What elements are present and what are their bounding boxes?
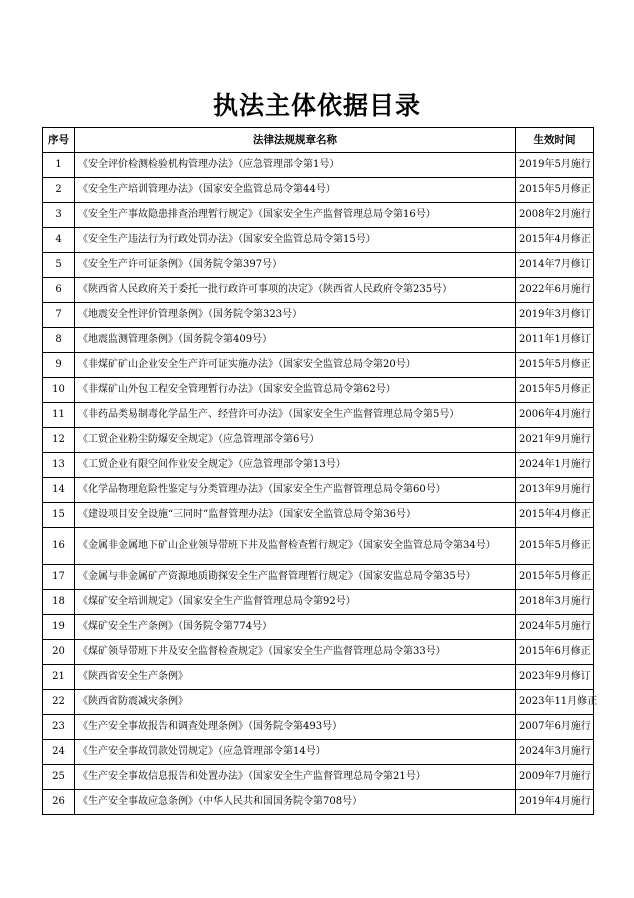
table-row <box>43 378 594 403</box>
row-number: 24 <box>43 740 75 765</box>
row-effective-date: 2015年5月修正 <box>516 565 594 590</box>
document-title: 执法主体依据目录 <box>212 91 421 120</box>
row-effective-date: 2023年9月修订 <box>516 665 594 690</box>
row-number: 10 <box>43 378 75 403</box>
row-number: 19 <box>43 615 75 640</box>
table-row <box>43 690 594 715</box>
row-effective-date: 2006年4月施行 <box>516 403 594 428</box>
row-regulation-name: 《陕西省安全生产条例》 <box>75 665 516 690</box>
table-row <box>43 353 594 378</box>
row-number: 14 <box>43 478 75 503</box>
table-row <box>43 765 594 790</box>
row-number: 15 <box>43 503 75 528</box>
row-regulation-name: 《工贸企业有限空间作业安全规定》（应急管理部令第13号） <box>75 453 516 478</box>
table-row <box>43 740 594 765</box>
row-effective-date: 2011年1月修订 <box>516 328 594 353</box>
row-regulation-name: 《安全生产许可证条例》（国务院令第397号） <box>75 253 516 278</box>
row-effective-date: 2007年6月施行 <box>516 715 594 740</box>
table-row <box>43 428 594 453</box>
table-row <box>43 590 594 615</box>
row-number: 9 <box>43 353 75 378</box>
table-row <box>43 503 594 528</box>
table-row <box>43 303 594 328</box>
table-row <box>43 565 594 590</box>
row-number: 16 <box>43 528 75 565</box>
row-effective-date: 2019年3月修订 <box>516 303 594 328</box>
row-number: 25 <box>43 765 75 790</box>
row-number: 12 <box>43 428 75 453</box>
row-regulation-name: 《陕西省防震减灾条例》 <box>75 690 516 715</box>
table-row <box>43 328 594 353</box>
table-row <box>43 228 594 253</box>
row-number: 8 <box>43 328 75 353</box>
row-effective-date: 2009年7月施行 <box>516 765 594 790</box>
row-regulation-name: 《非药品类易制毒化学品生产、经营许可办法》（国家安全生产监督管理总局令第5号） <box>75 403 516 428</box>
row-effective-date: 2015年5月修正 <box>516 378 594 403</box>
row-regulation-name: 《化学品物理危险性鉴定与分类管理办法》（国家安全生产监督管理总局令第60号） <box>75 478 516 503</box>
row-effective-date: 2024年5月施行 <box>516 615 594 640</box>
table-row <box>43 640 594 665</box>
row-number: 3 <box>43 203 75 228</box>
row-effective-date: 2024年1月施行 <box>516 453 594 478</box>
table-row <box>43 203 594 228</box>
row-effective-date: 2015年4月修正 <box>516 503 594 528</box>
row-number: 18 <box>43 590 75 615</box>
row-regulation-name: 《建设项目安全设施“三同时”监督管理办法》（国家安全监管总局令第36号） <box>75 503 516 528</box>
row-regulation-name: 《地震监测管理条例》（国务院令第409号） <box>75 328 516 353</box>
row-effective-date: 2014年7月修订 <box>516 253 594 278</box>
regulations-table <box>42 127 598 815</box>
row-regulation-name: 《煤矿安全生产条例》（国务院令第774号） <box>75 615 516 640</box>
row-regulation-name: 《生产安全事故信息报告和处置办法》（国家安全生产监督管理总局令第21号） <box>75 765 516 790</box>
row-number: 5 <box>43 253 75 278</box>
row-effective-date: 2015年5月修正 <box>516 353 594 378</box>
row-effective-date: 2022年6月施行 <box>516 278 594 303</box>
row-number: 2 <box>43 178 75 203</box>
row-number: 17 <box>43 565 75 590</box>
row-regulation-name: 《安全生产违法行为行政处罚办法》（国家安全监管总局令第15号） <box>75 228 516 253</box>
row-regulation-name: 《金属非金属地下矿山企业领导带班下井及监督检查暂行规定》（国家安全监管总局令第34号） <box>75 528 516 565</box>
row-regulation-name: 《安全生产培训管理办法》（国家安全监管总局令第44号） <box>75 178 516 203</box>
row-effective-date: 2015年4月修正 <box>516 228 594 253</box>
row-regulation-name: 《安全生产事故隐患排查治理暂行规定》（国家安全生产监督管理总局令第16号） <box>75 203 516 228</box>
row-effective-date: 2019年4月施行 <box>516 790 594 815</box>
row-regulation-name: 《生产安全事故应急条例》（中华人民共和国国务院令第708号） <box>75 790 516 815</box>
table-row <box>43 178 594 203</box>
row-effective-date: 2018年3月施行 <box>516 590 594 615</box>
row-number: 21 <box>43 665 75 690</box>
row-number: 1 <box>43 153 75 178</box>
row-effective-date: 2015年5月修正 <box>516 178 594 203</box>
header-name: 法律法规规章名称 <box>75 128 516 153</box>
row-regulation-name: 《非煤矿山外包工程安全管理暂行办法》（国家安全监管总局令第62号） <box>75 378 516 403</box>
row-number: 11 <box>43 403 75 428</box>
row-effective-date: 2015年5月修正 <box>516 528 594 565</box>
table-row <box>43 253 594 278</box>
header-no: 序号 <box>43 128 75 153</box>
row-regulation-name: 《安全评价检测检验机构管理办法》（应急管理部令第1号） <box>75 153 516 178</box>
row-regulation-name: 《煤矿安全培训规定》（国家安全生产监督管理总局令第92号） <box>75 590 516 615</box>
row-regulation-name: 《生产安全事故报告和调查处理条例》（国务院令第493号） <box>75 715 516 740</box>
table-row <box>43 615 594 640</box>
row-number: 13 <box>43 453 75 478</box>
row-number: 4 <box>43 228 75 253</box>
row-effective-date: 2021年9月施行 <box>516 428 594 453</box>
row-number: 23 <box>43 715 75 740</box>
row-effective-date: 2024年3月施行 <box>516 740 594 765</box>
table-row <box>43 478 594 503</box>
table-row <box>43 528 594 565</box>
header-date: 生效时间 <box>516 128 594 153</box>
row-effective-date: 2019年5月施行 <box>516 153 594 178</box>
row-regulation-name: 《生产安全事故罚款处罚规定》（应急管理部令第14号） <box>75 740 516 765</box>
row-number: 6 <box>43 278 75 303</box>
row-number: 26 <box>43 790 75 815</box>
row-regulation-name: 《陕西省人民政府关于委托一批行政许可事项的决定》（陕西省人民政府令第235号） <box>75 278 516 303</box>
row-effective-date: 2013年9月施行 <box>516 478 594 503</box>
table-header-row <box>43 128 594 153</box>
row-effective-date: 2008年2月施行 <box>516 203 594 228</box>
row-regulation-name: 《工贸企业粉尘防爆安全规定》（应急管理部令第6号） <box>75 428 516 453</box>
table-row <box>43 278 594 303</box>
row-effective-date: 2023年11月修正 <box>516 690 594 715</box>
table-row <box>43 790 594 815</box>
row-regulation-name: 《金属与非金属矿产资源地质勘探安全生产监督管理暂行规定》（国家安监总局令第35号） <box>75 565 516 590</box>
table-row <box>43 453 594 478</box>
row-regulation-name: 《煤矿领导带班下井及安全监督检查规定》（国家安全生产监督管理总局令第33号） <box>75 640 516 665</box>
row-effective-date: 2015年6月修正 <box>516 640 594 665</box>
row-number: 7 <box>43 303 75 328</box>
table-row <box>43 403 594 428</box>
row-regulation-name: 《非煤矿矿山企业安全生产许可证实施办法》（国家安全监管总局令第20号） <box>75 353 516 378</box>
table-row <box>43 665 594 690</box>
row-regulation-name: 《地震安全性评价管理条例》（国务院令第323号） <box>75 303 516 328</box>
row-number: 20 <box>43 640 75 665</box>
row-number: 22 <box>43 690 75 715</box>
table-row <box>43 153 594 178</box>
table-row <box>43 715 594 740</box>
